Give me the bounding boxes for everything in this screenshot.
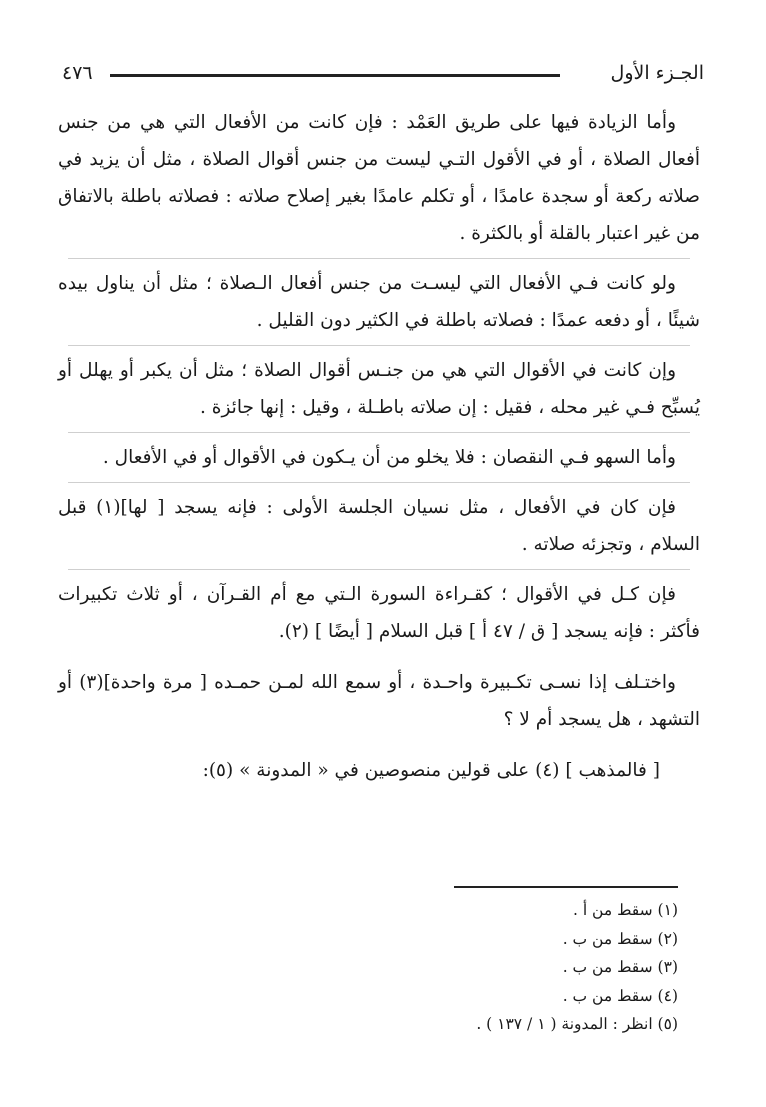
paragraph: [ فالمذهب ] (٤) على قولين منصوصين في « المدونة » (٥): [202, 760, 660, 781]
paragraph: وأما الزيادة فيها على طريق العَمْد : فإن كانت من الأفعال التي هي من جنس أفعال الصلاة ، أو في الأقول التـي ليست من جنس أقوال الصلاة ، مثل أن يزيد في صلاته ركعة أو سجدة عامدًا ، أو تكلم عامدًا بغير إصلاح صلاته : فصلاته باطلة بالاتفاق من غير اعتبار بالقلة أو بالكثرة . [58, 112, 700, 244]
footnotes [118, 896, 678, 1039]
paragraph: وأما السهو فـي النقصان : فلا يخلو من أن يـكون في الأقوال أو في الأفعال . [102, 447, 676, 468]
paragraph-divider [68, 569, 690, 570]
footnote: (٣) سقط من ب . [562, 958, 678, 976]
paragraph: فإن كـل في الأقوال ؛ كقـراءة السورة الـتي مع أم القـرآن ، أو ثلاث تكبيرات فأكثر : فإنه يسجد [ ق / ٤٧ أ ] قبل السلام [ أيضًا ] (٢). [58, 584, 700, 642]
main-text [58, 104, 700, 803]
paragraph: واختـلف إذا نسـى تكـبيرة واحـدة ، أو سمع الله لمـن حمـده [ مرة واحدة](٣) أو التشهد ، هل يسجد أم لا ؟ [58, 672, 700, 730]
part-title: الجـزء الأول [610, 62, 704, 84]
paragraph: ولو كانت فـي الأفعال التي ليسـت من جنس أفعال الـصلاة ؛ مثل أن يناول بيده شيئًا ، أو دفعه عمدًا : فصلاته باطلة في الكثير دون القليل . [58, 273, 700, 331]
footnote: (٥) انظر : المدونة ( ١ / ١٣٧ ) . [476, 1015, 678, 1033]
paragraph-divider [68, 345, 690, 346]
footnote: (٤) سقط من ب . [562, 986, 678, 1005]
header-rule [110, 74, 560, 77]
footnote: (٢) سقط من ب . [562, 929, 678, 948]
page-number: ٤٧٦ [62, 62, 93, 84]
paragraph-divider [68, 482, 690, 483]
paragraph-divider [68, 432, 690, 433]
footnote-rule [454, 886, 678, 888]
paragraph: فإن كان في الأفعال ، مثل نسيان الجلسة الأولى : فإنه يسجد [ لها](١) قبل السلام ، وتجزئه صلاته . [58, 497, 700, 555]
paragraph-divider [68, 258, 690, 259]
footnote: (١) سقط من أ . [572, 901, 678, 919]
paragraph: وإن كانت في الأقوال التي هي من جنـس أقوال الصلاة ؛ مثل أن يكبر أو يهلل أو يُسبِّح فـي غير محله ، فقيل : إن صلاته باطـلة ، وقيل : إنها جائزة . [58, 360, 700, 418]
running-header [62, 58, 704, 92]
